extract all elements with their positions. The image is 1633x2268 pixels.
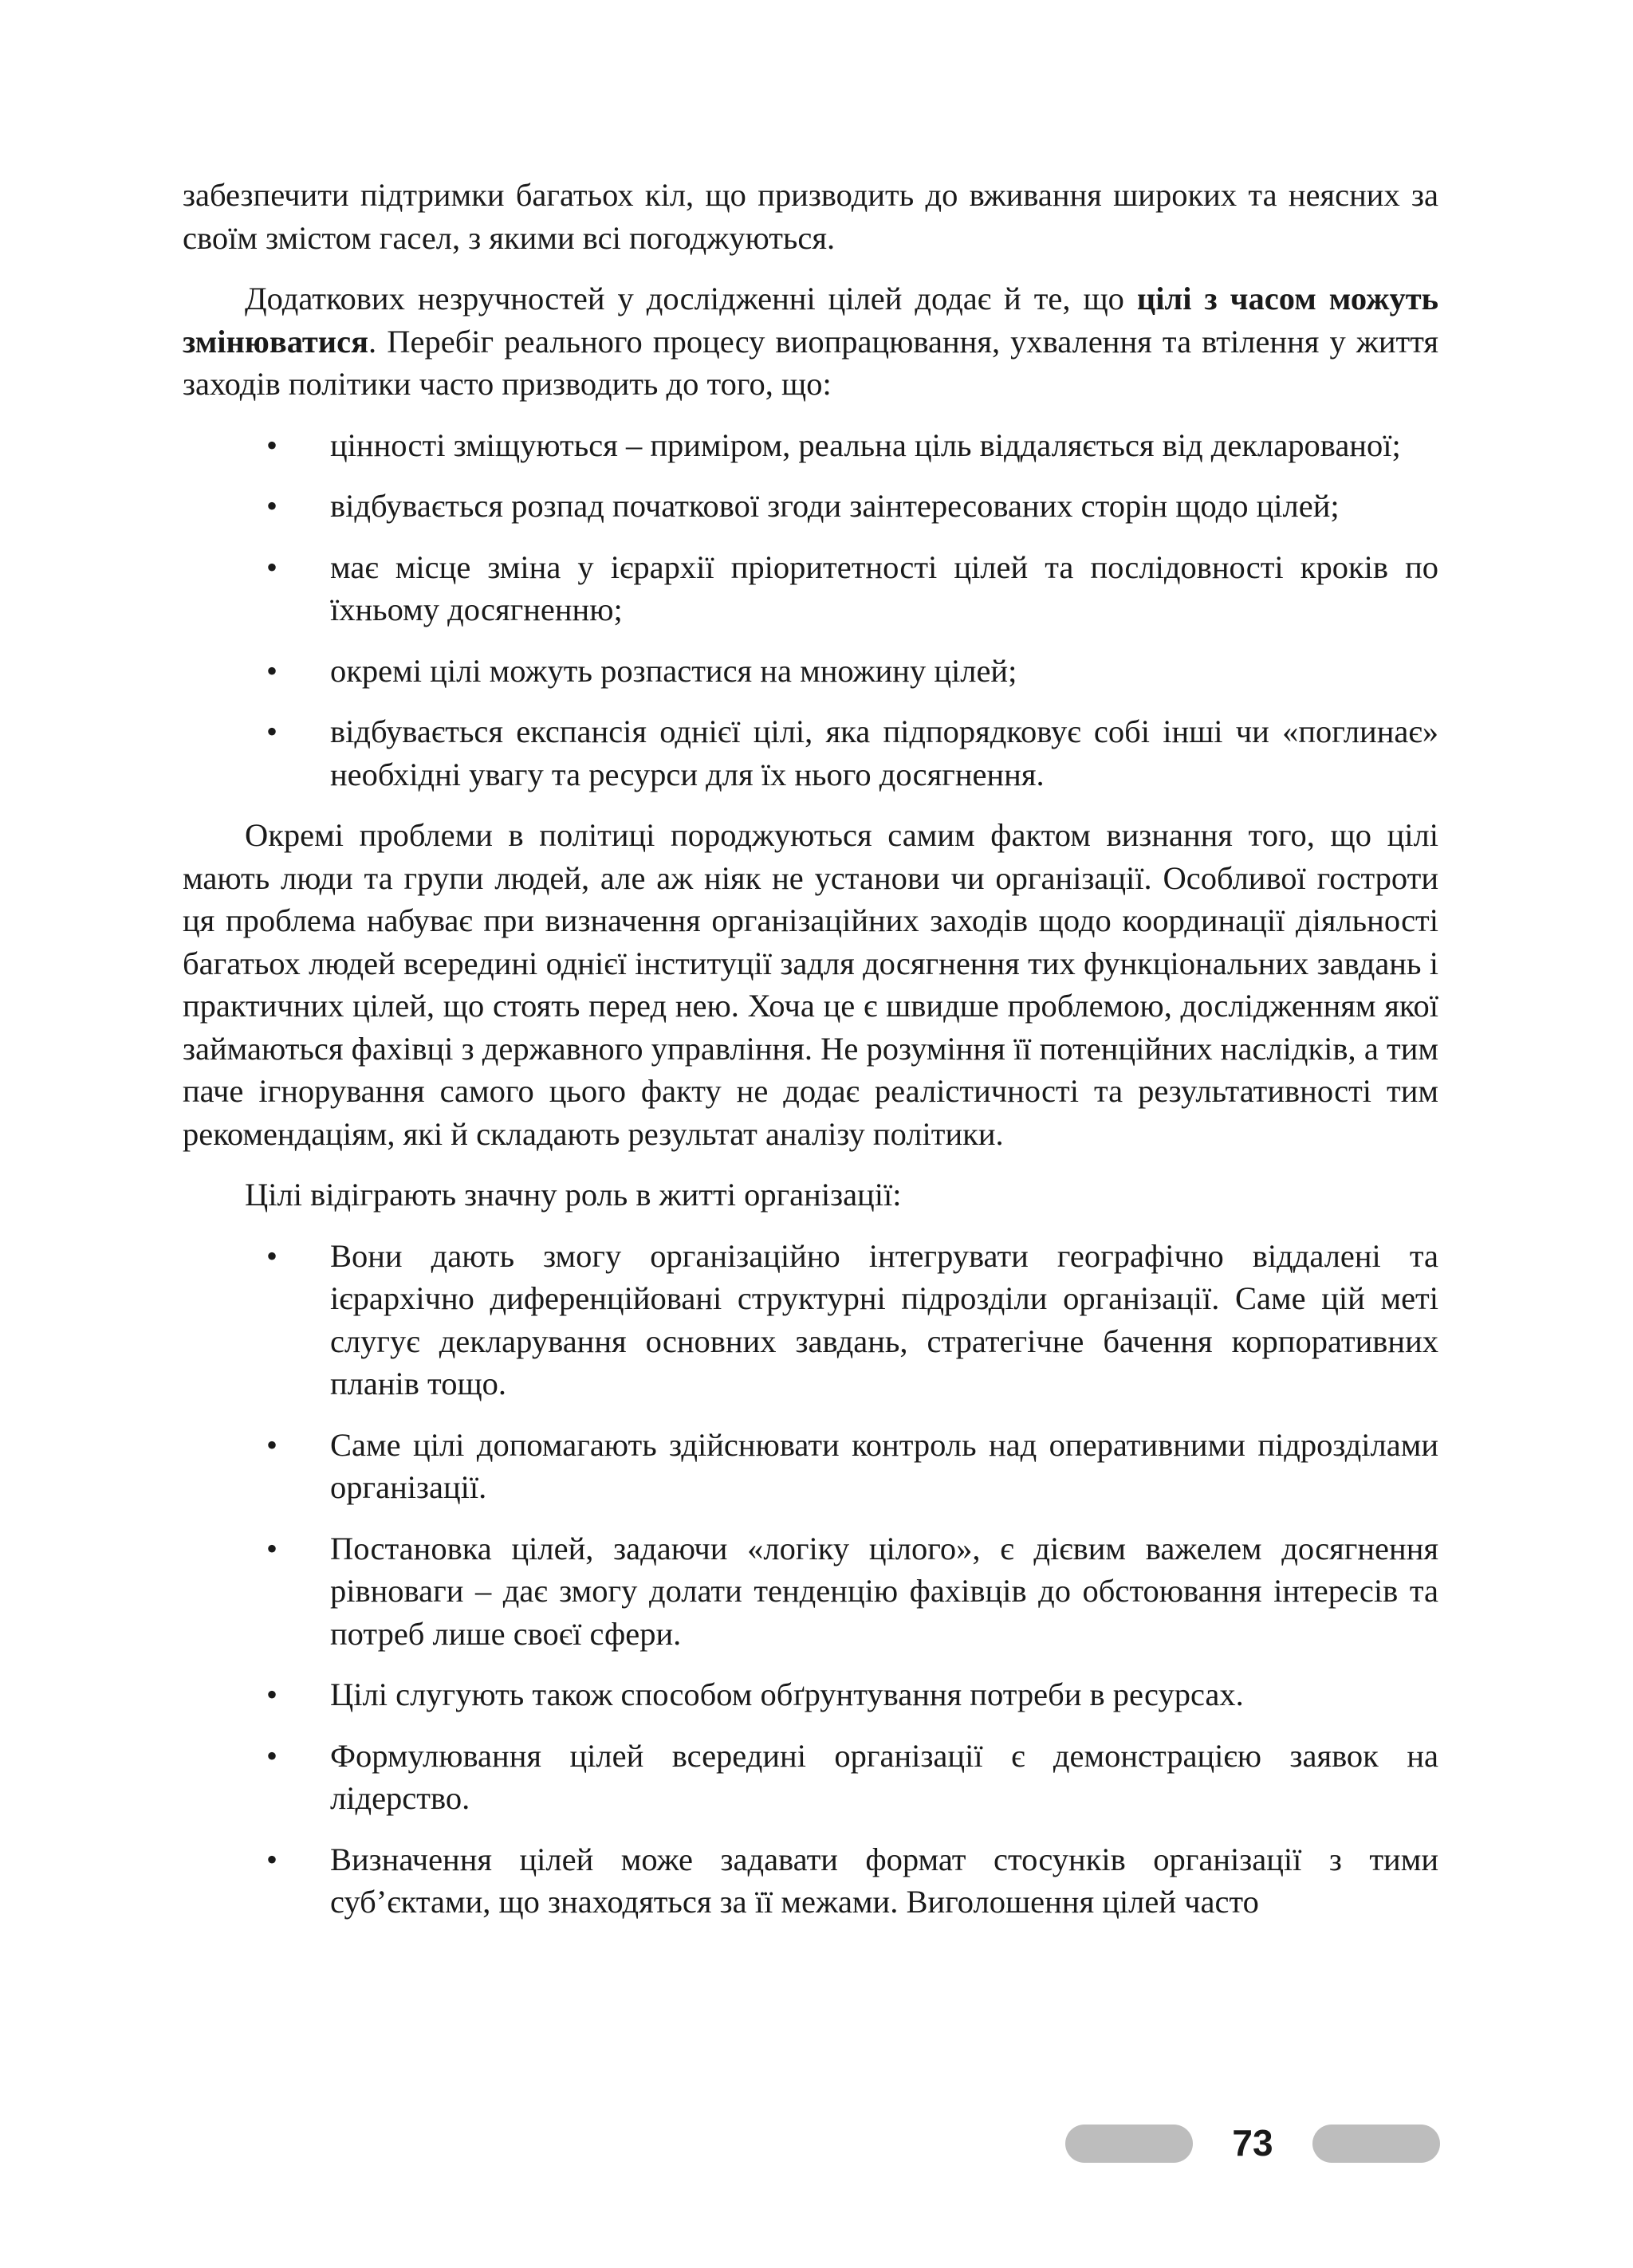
bullet-list-1: [183, 424, 1438, 796]
paragraph-2-end: . Перебіг реального процесу виопрацювання, ухвалення та втілення у життя заходів політики часто призводить до того, що:: [183, 323, 1438, 402]
list-item-text: має місце зміна у ієрархії пріоритетності цілей та послідовності кроків по їхньому досягненню;: [330, 548, 1438, 627]
list-item: [183, 546, 1438, 631]
bullet-icon: •: [266, 713, 278, 749]
page-content: [183, 174, 1438, 1924]
list-item-text: Цілі слугують також способом обґрунтування потреби в ресурсах.: [330, 1676, 1244, 1712]
bullet-icon: •: [266, 488, 278, 524]
list-item: [183, 710, 1438, 796]
list-item-text: Постановка цілей, задаючи «логіку цілого», є дієвим важелем досягнення рівноваги – дає змогу долати тенденцію фахівців до обстоювання інтересів та потреб лише своєї сфери.: [330, 1530, 1438, 1652]
list-item-text: відбувається розпад початкової згоди заінтересованих сторін щодо цілей;: [330, 488, 1340, 524]
bullet-icon: •: [266, 1237, 278, 1274]
bullet-icon: •: [266, 1676, 278, 1712]
paragraph-4: Цілі відіграють значну роль в житті організації:: [245, 1177, 902, 1213]
list-item: [183, 1235, 1438, 1405]
bullet-list-2: [183, 1235, 1438, 1924]
list-item: [183, 485, 1438, 528]
bullet-icon: •: [266, 426, 278, 463]
list-item: [183, 1838, 1438, 1924]
list-item-text: відбувається експансія однієї цілі, яка підпорядковує собі інші чи «поглинає» необхідні увагу та ресурси для їх нього досягнення.: [330, 713, 1438, 792]
paragraph-2-start: Додаткових незручностей у дослідженні цілей додає й те, що: [245, 281, 1137, 316]
paragraph-1: забезпечити підтримки багатьох кіл, що призводить до вживання широких та неясних за своїм змістом гасел, з якими всі погоджуються.: [183, 177, 1438, 256]
page-number-bar: [1065, 2121, 1440, 2165]
list-item-text: Визначення цілей може задавати формат стосунків організації з тими суб’єктами, що знаходяться за її межами. Виголошення цілей часто: [330, 1841, 1438, 1920]
list-item-text: цінності зміщуються – приміром, реальна ціль віддаляється від декларованої;: [330, 426, 1401, 463]
list-item-text: Вони дають змогу організаційно інтегрувати географічно віддалені та ієрархічно диференційовані структурні підрозділи організації. Саме цій меті слугує декларування основних завдань, стратегічне бачення корпоративних планів тощо.: [330, 1237, 1438, 1401]
paragraph-2-bold: цілі з часом можуть змінюватися: [183, 281, 1438, 360]
page-number: 73: [1193, 2121, 1312, 2165]
paragraph-3: Окремі проблеми в політиці породжуються самим фактом визнання того, що цілі мають люди та групи людей, але аж ніяк не установи чи організації. Особливої гостроти ця проблема набуває при визначення організаційних заходів щодо координації діяльності багатьох людей всередині однієї інституції задля досягнення тих функціональних завдань і практичних цілей, що стоять перед нею. Хоча це є швидше проблемою, дослідженням якої займаються фахівці з державного управління. Не розуміння її потенційних наслідків, а тим паче ігнорування самого цього факту не додає реалістичності та результативності тим рекомендаціям, які й складають результат аналізу політики.: [183, 817, 1438, 1152]
bullet-icon: •: [266, 652, 278, 689]
list-item: [183, 1673, 1438, 1716]
list-item: [183, 1735, 1438, 1820]
list-item-text: окремі цілі можуть розпастися на множину цілей;: [330, 652, 1017, 689]
list-item: [183, 650, 1438, 693]
bullet-icon: •: [266, 1841, 278, 1877]
list-item: [183, 1527, 1438, 1656]
list-item-text: Формулювання цілей всередині організації є демонстрацією заявок на лідерство.: [330, 1737, 1438, 1816]
bullet-icon: •: [266, 1530, 278, 1566]
paragraph-2: [183, 277, 1438, 406]
page-number-bar-right: [1312, 2125, 1440, 2163]
list-item-text: Саме цілі допомагають здійснювати контроль над оперативними підрозділами організації.: [330, 1426, 1438, 1505]
list-item: [183, 1424, 1438, 1509]
bullet-icon: •: [266, 1737, 278, 1774]
list-item: [183, 424, 1438, 467]
page-number-bar-left: [1065, 2125, 1193, 2163]
bullet-icon: •: [266, 1426, 278, 1463]
bullet-icon: •: [266, 548, 278, 585]
